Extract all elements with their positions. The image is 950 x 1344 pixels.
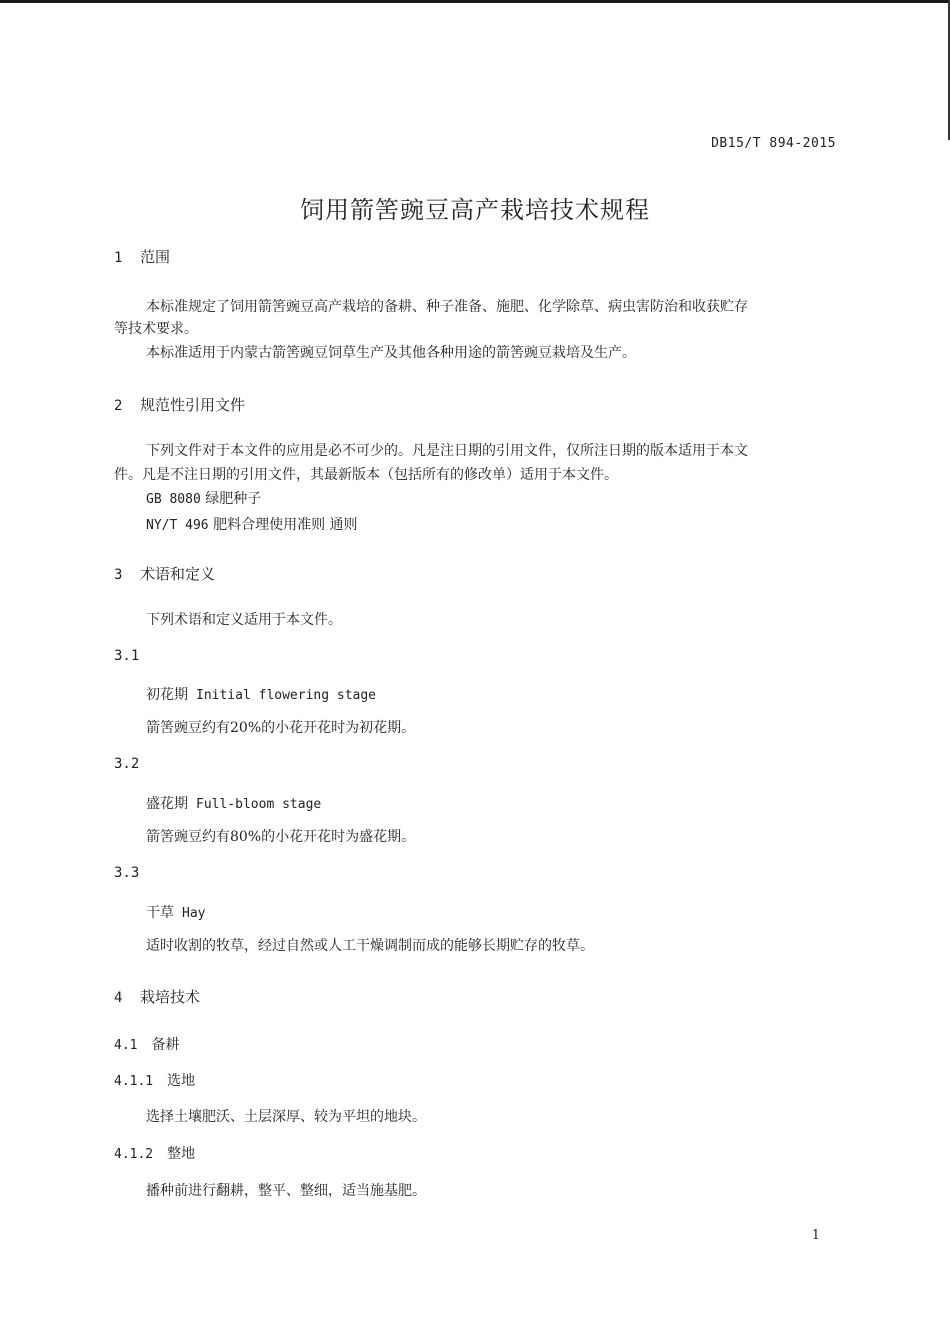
scan-edge-top xyxy=(0,0,950,3)
section-3-number: 3 xyxy=(114,567,123,583)
term-number: 3.2 xyxy=(114,756,140,772)
subsection-title: 选地 xyxy=(167,1073,196,1089)
reference-item xyxy=(146,514,358,534)
subsection-title: 备耕 xyxy=(151,1037,180,1053)
s3-intro: 下列术语和定义适用于本文件。 xyxy=(146,612,342,628)
subsection-number: 4.1.1 xyxy=(114,1074,154,1089)
subsection-title: 整地 xyxy=(167,1146,196,1162)
term-number: 3.3 xyxy=(114,865,140,881)
term-zh: 干草 xyxy=(146,905,174,921)
term-heading xyxy=(146,793,321,813)
term-en: Full-bloom stage xyxy=(196,797,322,812)
term-definition: 箭筈豌豆约有80%的小花开花时为盛花期。 xyxy=(146,829,416,845)
s2-paragraph-1-line-1: 下列文件对于本文件的应用是必不可少的。凡是注日期的引用文件，仅所注日期的版本适用于本文 xyxy=(146,443,748,459)
term-en: Hay xyxy=(182,906,206,921)
standard-code: DB15/T 894-2015 xyxy=(711,136,836,151)
s1-paragraph-2: 本标准适用于内蒙古箭筈豌豆饲草生产及其他各种用途的箭筈豌豆栽培及生产。 xyxy=(146,345,636,361)
section-1-number: 1 xyxy=(114,250,123,266)
subsection-4-1-1-heading xyxy=(114,1070,195,1090)
term-zh: 盛花期 xyxy=(146,796,188,812)
term-definition: 箭筈豌豆约有20%的小花开花时为初花期。 xyxy=(146,720,416,736)
s2-paragraph-1-line-2: 件。凡是不注日期的引用文件，其最新版本（包括所有的修改单）适用于本文件。 xyxy=(114,467,618,483)
subsection-4-1-1-text: 选择土壤肥沃、土层深厚、较为平坦的地块。 xyxy=(146,1109,426,1125)
section-4-title: 栽培技术 xyxy=(140,988,201,1006)
s1-paragraph-1-line-2: 等技术要求。 xyxy=(114,321,198,337)
section-4-heading xyxy=(114,986,200,1007)
term-heading xyxy=(146,684,376,704)
s1-paragraph-1-line-1: 本标准规定了饲用箭筈豌豆高产栽培的备耕、种子准备、施肥、化学除草、病虫害防治和收获贮存 xyxy=(146,299,748,315)
reference-code: NY/T 496 xyxy=(146,518,209,533)
subsection-4-1-2-text: 播种前进行翻耕，整平、整细，适当施基肥。 xyxy=(146,1183,426,1199)
section-2-title: 规范性引用文件 xyxy=(140,396,246,414)
reference-name: 绿肥种子 xyxy=(205,491,262,507)
section-1-heading xyxy=(114,246,170,267)
term-en: Initial flowering stage xyxy=(196,688,377,703)
subsection-number: 4.1.2 xyxy=(114,1147,154,1162)
section-4-number: 4 xyxy=(114,990,123,1006)
subsection-4-1-heading xyxy=(114,1034,179,1054)
section-3-heading xyxy=(114,563,215,584)
section-1-title: 范围 xyxy=(140,248,171,266)
term-number: 3.1 xyxy=(114,648,140,664)
term-zh: 初花期 xyxy=(146,687,188,703)
reference-code: GB 8080 xyxy=(146,492,201,507)
term-definition: 适时收割的牧草，经过自然或人工干燥调制而成的能够长期贮存的牧草。 xyxy=(146,938,594,954)
page-number: 1 xyxy=(811,1228,820,1243)
subsection-4-1-2-heading xyxy=(114,1143,195,1163)
reference-name: 肥料合理使用准则 通则 xyxy=(213,517,358,533)
section-2-heading xyxy=(114,394,245,415)
document-title: 饲用箭筈豌豆高产栽培技术规程 xyxy=(300,196,650,224)
reference-item xyxy=(146,488,261,508)
term-heading xyxy=(146,902,205,922)
section-3-title: 术语和定义 xyxy=(140,565,216,583)
section-2-number: 2 xyxy=(114,398,123,414)
subsection-number: 4.1 xyxy=(114,1038,138,1053)
